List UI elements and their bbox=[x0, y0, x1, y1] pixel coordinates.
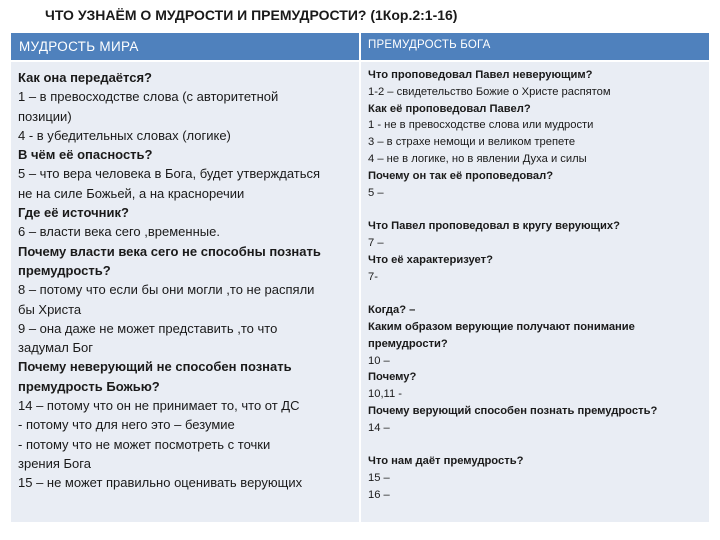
answer-line: 9 – она даже не может представить ,то что bbox=[18, 320, 278, 336]
blank-line bbox=[368, 437, 657, 454]
blank-line bbox=[368, 201, 657, 218]
answer-line: 10 – bbox=[368, 354, 390, 367]
answer-line: 4 – не в логике, но в явлении Духа и силы bbox=[368, 152, 587, 165]
question-line: Что нам даёт премудрость? bbox=[368, 455, 524, 468]
answer-line: зрения Бога bbox=[18, 455, 91, 471]
question-line: В чём её опасность? bbox=[18, 147, 153, 163]
page-title: ЧТО УЗНАЁМ О МУДРОСТИ И ПРЕМУДРОСТИ? (1Кор.2:1-16) bbox=[45, 7, 458, 23]
answer-line: 16 – bbox=[368, 488, 390, 501]
blank-line bbox=[368, 285, 657, 302]
answer-line: - потому что не может посмотреть с точки bbox=[18, 436, 271, 452]
comparison-table bbox=[11, 33, 709, 522]
question-line: Почему он так её проповедовал? bbox=[368, 169, 554, 182]
question-line: Когда? – bbox=[368, 304, 416, 317]
question-line: Что Павел проповедовал в кругу верующих? bbox=[368, 220, 620, 233]
header-cell-worldly-wisdom bbox=[11, 33, 359, 60]
answer-line: - потому что для него это – безумие bbox=[18, 417, 235, 433]
question-line: премудрость Божью? bbox=[18, 378, 160, 394]
answer-line: 1 – в превосходстве слова (с авторитетной bbox=[18, 89, 279, 105]
answer-line: 8 – потому что если бы они могли ,то не распяли bbox=[18, 282, 315, 298]
header-label-worldly-wisdom: МУДРОСТЬ МИРА bbox=[19, 39, 139, 54]
question-line: премудрости? bbox=[368, 337, 448, 350]
worldly-wisdom-lines bbox=[18, 68, 321, 493]
question-line: Как она передаётся? bbox=[18, 70, 152, 85]
question-line: Почему? bbox=[368, 371, 417, 384]
answer-line: 4 - в убедительных словах (логике) bbox=[18, 127, 231, 143]
divine-wisdom-lines bbox=[368, 67, 657, 504]
answer-line: не на силе Божьей, а на красноречии bbox=[18, 185, 245, 201]
answer-line: 5 – что вера человека в Бога, будет утверждаться bbox=[18, 166, 321, 182]
answer-line: задумал Бог bbox=[18, 340, 93, 356]
header-label-divine-wisdom: ПРЕМУДРОСТЬ БОГА bbox=[368, 39, 491, 51]
answer-line: 5 – bbox=[368, 186, 384, 199]
question-line: Почему власти века сего не способны познать bbox=[18, 243, 321, 259]
answer-line: 15 – bbox=[368, 472, 390, 485]
question-line: Каким образом верующие получают понимание bbox=[368, 320, 635, 333]
answer-line: 10,11 - bbox=[368, 388, 402, 401]
question-line: премудрость? bbox=[18, 262, 111, 278]
worldly-wisdom-cell bbox=[11, 62, 359, 522]
question-line: Как её проповедовал Павел? bbox=[368, 102, 531, 115]
answer-line: 14 – потому что он не принимает то, что от ДС bbox=[18, 398, 300, 414]
answer-line: 14 – bbox=[368, 421, 390, 434]
answer-line: бы Христа bbox=[18, 301, 82, 317]
question-line: Почему верующий способен познать премудрость? bbox=[368, 404, 658, 417]
answer-line: 7 – bbox=[368, 236, 384, 249]
question-line: Что проповедовал Павел неверующим? bbox=[368, 69, 593, 81]
header-cell-divine-wisdom bbox=[361, 33, 709, 60]
answer-line: 3 – в страхе немощи и великом трепете bbox=[368, 136, 576, 149]
answer-line: 6 – власти века сего ,временные. bbox=[18, 224, 220, 240]
answer-line: 1-2 – свидетельство Божие о Христе распятом bbox=[368, 85, 611, 98]
divine-wisdom-cell bbox=[361, 62, 709, 522]
answer-line: 1 - не в превосходстве слова или мудрости bbox=[368, 119, 594, 132]
question-line: Где её источник? bbox=[18, 205, 129, 221]
answer-line: 15 – не может правильно оценивать верующих bbox=[18, 475, 303, 491]
answer-line: позиции) bbox=[18, 108, 72, 124]
question-line: Что её характеризует? bbox=[368, 253, 493, 266]
question-line: Почему неверующий не способен познать bbox=[18, 359, 292, 375]
answer-line: 7- bbox=[368, 270, 378, 283]
